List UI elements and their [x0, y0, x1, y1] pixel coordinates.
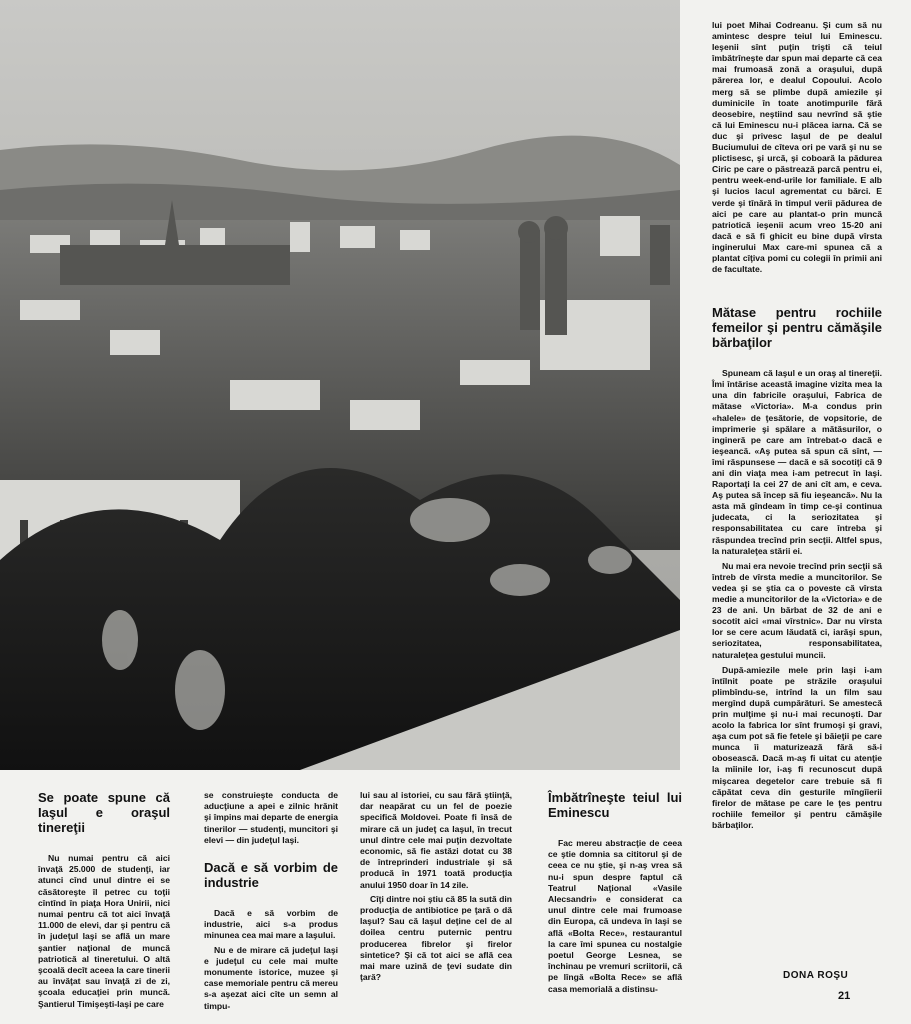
- bottom-column-4: [548, 790, 682, 995]
- section-heading-silk: Mătase pentru rochiile femeilor şi pentru cămăşile bărbaţilor: [712, 305, 882, 351]
- page-number: 21: [838, 990, 851, 1002]
- bottom-column-1: [38, 790, 170, 1009]
- section-heading-youth: Se poate spune că Iaşul e oraşul tinereţii: [38, 790, 170, 835]
- paragraph: se construieşte conducta de aducţiune a apei e zilnic hrănit şi împins mai departe de energia tinerilor — studenţi, muncitori şi elevi — din judeţul Iaşi.: [204, 790, 338, 845]
- section-heading-industry: Dacă e să vorbim de industrie: [204, 860, 338, 891]
- paragraph: lui sau al istoriei, cu sau fără ştiinţă, dar neapărat cu un fel de poezie specifică Moldovei. Poate fi însă de mirare că un judeţ ca Iaşul, în trecut unul dintre cele mai puţin dezvoltate economic, să fie astăzi dotat cu 38 de întreprinderi industriale şi să producă în 1971 toată producţia anului 1950 doar în 14 zile.: [360, 790, 512, 890]
- section-heading-linden: Îmbătrîneşte teiul lui Eminescu: [548, 790, 682, 820]
- paragraph: După-amiezile mele prin Iaşi i-am întîlnit poate pe străzile oraşului plimbîndu-se, intrînd la un film sau mergînd după cumpărături. Se amestecă prin mulţime şi nu-i mai recunoşti. Dar acolo la fabrica lor sînt frumoşi şi gravi, aşa cum pot să fie fetele şi băieţii pe care munca îi maturizează fără să-i obosească. Dacă m-aş fi uitat cu atenţie la mîinile lor, i-aş fi recunoscut după mişcarea degetelor care trebuie să fi căpătat ceva din gesturile mîngîierii firelor de mătase pe care le ţes pentru rochiile femeilor şi pentru cămăşile bărbaţilor.: [712, 664, 882, 830]
- author-signature: DONA ROŞU: [783, 970, 849, 981]
- bottom-column-2: [204, 790, 338, 1011]
- right-text-column: [712, 20, 882, 990]
- paragraph: Nu e de mirare că judeţul Iaşi e judeţul cu cele mai multe monumente istorice, muzee şi case memoriale pentru că mereu s-a aşezat aici cîte un semn al timpu-: [204, 944, 338, 1011]
- paragraph: Nu numai pentru că aici învaţă 25.000 de studenţi, iar atunci cînd unul dintre ei se căsătoreşte îl petrec cu toţii cîntînd în piaţa Hora Unirii, nici numai pentru că tot aici învaţă 11.000 de elevi, dar şi pentru că în judeţul Iaşi se află un mare şantier naţional de muncă patriotică al tineretului. O altă şcoală decît aceea la care tinerii au învăţat sau învaţă zi de zi, şcoala educaţiei prin muncă. Şantierul Timişeşti-Iaşi pe care: [38, 853, 170, 1009]
- paragraph: Fac mereu abstracţie de ceea ce ştie domnia sa cititorul şi de ceea ce nu ştie, şi n-aş vrea să nu-i spun despre faptul că Teatrul Naţional «Vasile Alecsandri» e considerat ca unul dintre cele mai frumoase din Europa, că undeva în Iaşi se află «Bolta Rece», restaurantul la care îmi spunea cu nostalgie poetul George Lesnea, se închinau pe vremuri scriitorii, că pe lîngă «Bolta Rece» se află casa memorială a distinsu-: [548, 838, 682, 994]
- paragraph: Spuneam că Iaşul e un oraş al tinereţii. Îmi întărise această imagine vizita mea la una din fabricile oraşului, Fabrica de mătase «Victoria». M-a condus prin «halele» de ţesătorie, de vopsitorie, de imprimerie şi spălare a mătăsurilor, o ingineră pe care am întrebat-o dacă e ieşeancă. «Aş putea să spun că sînt, — îmi răspunsese — dacă e să socotiţi că 9 ani din viaţa mea i-am petrecut în Iaşi. Raportaţi la cei 27 de ani cît am, e ceva. Aş putea să încep să fiu ieşeancă». Nu la asta mă gîndeam în timp ce-şi continua judecata, ci la seriozitatea şi responsabilitatea cu care întreba şi răspundea trecînd prin secţii. Altfel spus, la naturaleţea stării ei.: [712, 368, 882, 556]
- paragraph: Dacă e să vorbim de industrie, aici s-a produs minunea cea mai mare a Iaşului.: [204, 908, 338, 941]
- intro-paragraph: lui poet Mihai Codreanu. Şi cum să nu amintesc despre teiul lui Eminescu. Ieşenii sînt puţin trişti că teiul îmbătrîneşte dar spun mai departe că cea mai frumoasă zonă a oraşului, după părerea lor, e dealul Copoului. Acolo merg să se plimbe după amiezile şi duminicile în toate anotimpurile fără deosebire, neştiind sau nevrînd să ştie că lui Eminescu nu-i plăcea iarna. Că se duc şi privesc Iaşul de pe dealul Buciumului de cîteva ori pe vară şi nu se plictisesc, şi urcă, şi coboară la pădurea Ciric pe care o păstrează parcă pentru ei, pentru week-end-urile lor familiale. E alb şi lucios lacul agrementat cu bărci. E verde şi tînără în timpul verii pădurea de aici pe care au plantat-o prin muncă patriotică ieşenii acum vreo 15-20 ani dacă e să fi ghicit eu bine după vîrsta inginerului Max care-mi spunea că a plantat cîţiva pomi cu colegii în primii ani de facultate.: [712, 20, 882, 275]
- paragraph: Nu mai era nevoie trecînd prin secţii să întreb de vîrsta medie a muncitorilor. Se vedea şi se ştia ca o poveste că vîrsta medie a muncitorilor de la «Victoria» e de 23 de ani. Un bărbat de 32 de ani e socotit aici «mai vîrstnic». Dar nu vîrsta lor se cere acum lăudată ci, iarăşi spun, seriozitatea, responsabilitatea, naturaleţea gestului muncii.: [712, 560, 882, 660]
- paragraph: Cîţi dintre noi ştiu că 85 la sută din producţia de antibiotice pe ţară o dă Iaşul? Sau că Iaşul deţine cel de al doilea centru puternic pentru producerea fibrelor şi firelor sintetice? Şi că tot aici se află cea mai mare uzină de ţevi sudate din ţară?: [360, 893, 512, 983]
- bottom-column-3: [360, 790, 512, 995]
